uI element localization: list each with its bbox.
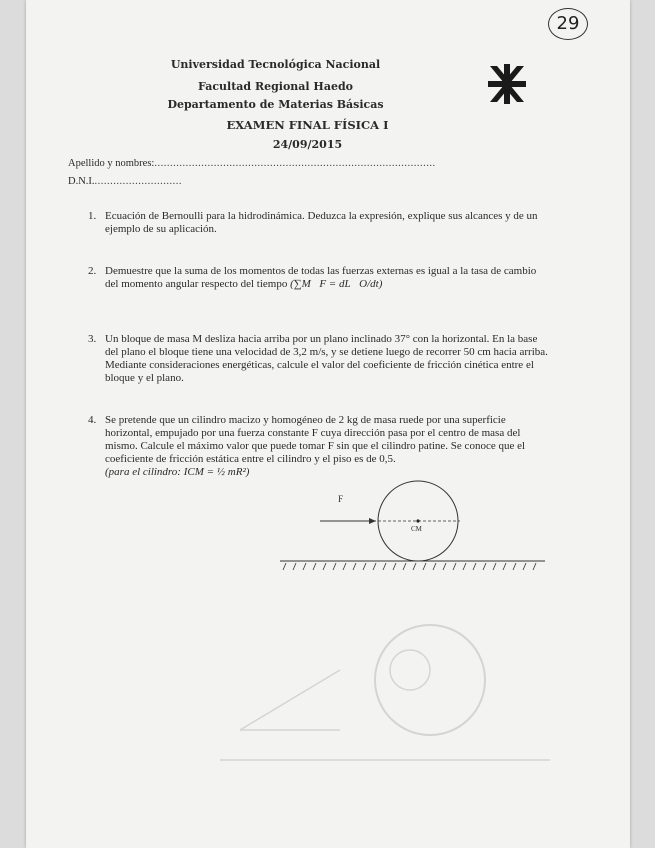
- show-through-marks: [220, 610, 560, 780]
- question-2: [88, 265, 548, 291]
- department-name: Departamento de Materias Básicas: [167, 98, 384, 111]
- force-arrowhead: [369, 518, 376, 524]
- question-4: [88, 414, 548, 479]
- question-number: 2.: [88, 265, 97, 277]
- center-dot: [416, 519, 419, 522]
- question-3: [88, 333, 548, 385]
- question-text: Ecuación de Bernoulli para la hidrodinámica. Deduzca la expresión, explique sus alcances y de un ejemplo de su aplicación.: [105, 210, 538, 235]
- dni-label: D.N.I.: [68, 176, 95, 187]
- dni-dots: ............................: [94, 176, 183, 187]
- exam-date: 24/09/2015: [272, 138, 343, 151]
- floor-hatching: [283, 563, 536, 570]
- question-formula: (para el cilindro: ICM = ½ mR²): [105, 466, 250, 478]
- utn-logo-icon: [488, 64, 526, 104]
- name-label: Apellido y nombres:: [68, 158, 155, 169]
- question-text: Se pretende que un cilindro macizo y homogéneo de 2 kg de masa ruede por una superficie horizontal, empujado por una fuerza constante F cuya dirección pasa por el centro de masa del mismo. Calcule el máximo valor que puede tomar F sin que el cilindro patine. Se conoce que el coeficiente de fricción estática entre el cilindro y el piso es de 0,5.: [105, 414, 526, 465]
- question-text: Demuestre que la suma de los momentos de todas las fuerzas externas es igual a la tasa de cambio del momento angular respecto del tiempo: [105, 265, 537, 290]
- name-field: [68, 158, 436, 169]
- question-number: 3.: [88, 333, 97, 345]
- grade-mark: 29: [548, 8, 588, 40]
- faculty-name: Facultad Regional Haedo: [198, 80, 353, 93]
- question-number: 4.: [88, 414, 97, 426]
- cylinder-diagram: [280, 480, 550, 580]
- force-label: F: [338, 494, 344, 504]
- exam-title: EXAMEN FINAL FÍSICA I: [226, 118, 389, 132]
- name-dots: ..........................................................................................: [154, 158, 436, 169]
- center-label: CM: [411, 525, 422, 533]
- dni-field: [68, 176, 182, 187]
- university-name: Universidad Tecnológica Nacional: [170, 58, 381, 71]
- question-text: Un bloque de masa M desliza hacia arriba por un plano inclinado 37° con la horizontal. En la base del plano el bloque tiene una velocidad de 3,2 m/s, y se detiene luego de recorrer 50 cm hacia arriba. Mediante consideraciones energéticas, calcule el valor del coeficiente de fricción cinética entre el bloque y el plano.: [105, 333, 548, 384]
- question-number: 1.: [88, 210, 97, 222]
- question-1: [88, 210, 548, 236]
- question-formula: (∑M⃗F = dL⃗O/dt): [290, 278, 383, 290]
